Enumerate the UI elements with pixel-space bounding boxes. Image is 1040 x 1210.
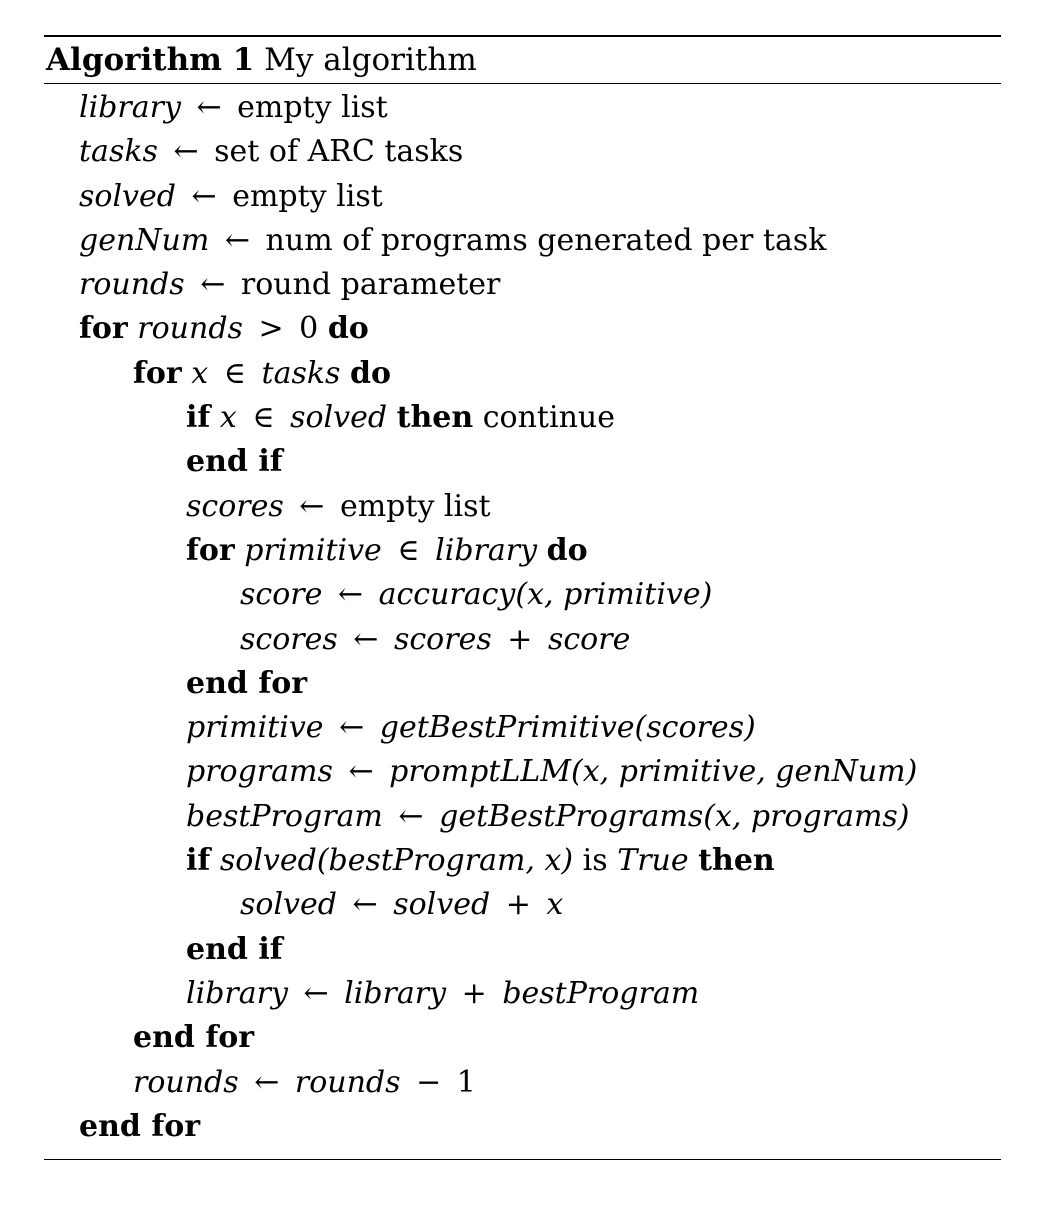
- algorithm-line: [44, 529, 1001, 573]
- keyword: if: [186, 843, 211, 879]
- algorithm-block: [44, 35, 1001, 1160]
- algorithm-caption: [44, 37, 1001, 83]
- variable: score: [240, 577, 323, 613]
- assign-arrow: ←: [200, 267, 226, 303]
- variable: library: [186, 975, 288, 1011]
- line-text: continue: [482, 400, 615, 436]
- operator: +: [461, 975, 487, 1011]
- algorithm-line: [44, 883, 1001, 927]
- variable: rounds: [133, 1064, 239, 1100]
- operator: ∈: [252, 400, 275, 436]
- variable: solved: [240, 887, 337, 923]
- line-text: set of ARC tasks: [214, 134, 464, 170]
- algorithm-line: [44, 130, 1001, 174]
- algorithm-line: [44, 263, 1001, 307]
- keyword: do: [546, 532, 588, 568]
- assign-arrow: ←: [196, 90, 222, 125]
- variable: x: [191, 355, 209, 391]
- assign-arrow: ←: [254, 1064, 280, 1100]
- algorithm-line: [44, 396, 1001, 440]
- algorithm-line: [44, 839, 1001, 883]
- line-text: empty list: [237, 90, 388, 125]
- algorithm-line: [44, 485, 1001, 529]
- variable: library: [435, 532, 538, 568]
- variable: library: [344, 975, 447, 1011]
- value: True: [617, 843, 689, 879]
- keyword: do: [349, 355, 391, 391]
- keyword: for: [133, 355, 182, 391]
- algorithm-line: [44, 662, 1001, 706]
- operator: >: [258, 311, 284, 347]
- keyword: end if: [186, 444, 283, 480]
- operator: ∈: [397, 532, 420, 568]
- variable: rounds: [137, 311, 243, 347]
- line-text: round parameter: [240, 267, 501, 303]
- variable: solved: [79, 178, 176, 214]
- assign-arrow: ←: [339, 710, 365, 746]
- keyword: for: [79, 311, 128, 347]
- algorithm-line: [44, 795, 1001, 839]
- expression: getBestPrimitive(scores): [379, 710, 756, 746]
- keyword: end for: [79, 1108, 201, 1144]
- algorithm-line: [44, 440, 1001, 484]
- operator: −: [416, 1064, 442, 1100]
- algorithm-line: [44, 750, 1001, 794]
- variable: solved: [393, 887, 491, 923]
- caption-label: Algorithm 1: [46, 42, 255, 78]
- variable: rounds: [294, 1064, 401, 1100]
- expression: getBestPrograms(x, programs): [439, 798, 910, 834]
- algorithm-line: [44, 307, 1001, 351]
- variable: genNum: [79, 222, 210, 258]
- keyword: for: [186, 532, 235, 568]
- variable: solved: [290, 400, 388, 436]
- algorithm-line: [44, 573, 1001, 617]
- algorithm-line: [44, 219, 1001, 263]
- algorithm-body: [44, 84, 1001, 1149]
- algorithm-line: [44, 1061, 1001, 1105]
- keyword: if: [186, 400, 211, 436]
- algorithm-line: [44, 1016, 1001, 1060]
- variable: tasks: [261, 355, 341, 391]
- keyword: do: [327, 311, 369, 347]
- algorithm-line: [44, 618, 1001, 662]
- operator: ∈: [223, 355, 246, 391]
- algorithm-line: [44, 86, 1001, 130]
- algorithm-line: [44, 175, 1001, 219]
- operator: +: [505, 887, 531, 923]
- line-text: empty list: [339, 488, 491, 524]
- assign-arrow: ←: [224, 222, 250, 258]
- algorithm-line: [44, 352, 1001, 396]
- algorithm-line: [44, 706, 1001, 750]
- assign-arrow: ←: [348, 754, 374, 790]
- algorithm-line: [44, 1105, 1001, 1149]
- assign-arrow: ←: [352, 887, 378, 923]
- variable: scores: [393, 621, 492, 657]
- expression: promptLLM(x, primitive, genNum): [389, 754, 918, 790]
- assign-arrow: ←: [303, 975, 329, 1011]
- variable: scores: [240, 621, 338, 657]
- expression: accuracy(x, primitive): [378, 577, 713, 613]
- line-text: is: [582, 843, 608, 879]
- variable: rounds: [79, 267, 185, 303]
- variable: score: [547, 621, 631, 657]
- assign-arrow: ←: [299, 488, 325, 524]
- assign-arrow: ←: [173, 134, 199, 170]
- keyword: then: [396, 400, 474, 436]
- caption-title: My algorithm: [264, 42, 477, 78]
- value: 1: [456, 1064, 476, 1100]
- variable: x: [546, 887, 564, 923]
- variable: tasks: [79, 134, 158, 170]
- bottom-rule: [44, 1159, 1001, 1160]
- variable: bestProgram: [502, 975, 700, 1011]
- variable: library: [79, 90, 181, 125]
- algorithm-line: [44, 972, 1001, 1016]
- assign-arrow: ←: [191, 178, 217, 214]
- variable: scores: [186, 488, 284, 524]
- variable: primitive: [186, 710, 324, 746]
- line-text: num of programs generated per task: [265, 222, 827, 258]
- variable: programs: [186, 754, 333, 790]
- keyword: end if: [186, 931, 283, 967]
- algorithm-line: [44, 928, 1001, 972]
- keyword: then: [698, 843, 775, 879]
- variable: bestProgram: [186, 798, 383, 834]
- keyword: end for: [133, 1020, 255, 1056]
- expression: solved(bestProgram, x): [219, 843, 574, 879]
- keyword: end for: [186, 665, 308, 701]
- line-text: empty list: [232, 178, 383, 214]
- assign-arrow: ←: [398, 798, 424, 834]
- operator: +: [507, 621, 533, 657]
- value: 0: [299, 311, 319, 347]
- assign-arrow: ←: [353, 621, 379, 657]
- variable: x: [219, 400, 237, 436]
- variable: primitive: [244, 532, 382, 568]
- assign-arrow: ←: [337, 577, 364, 613]
